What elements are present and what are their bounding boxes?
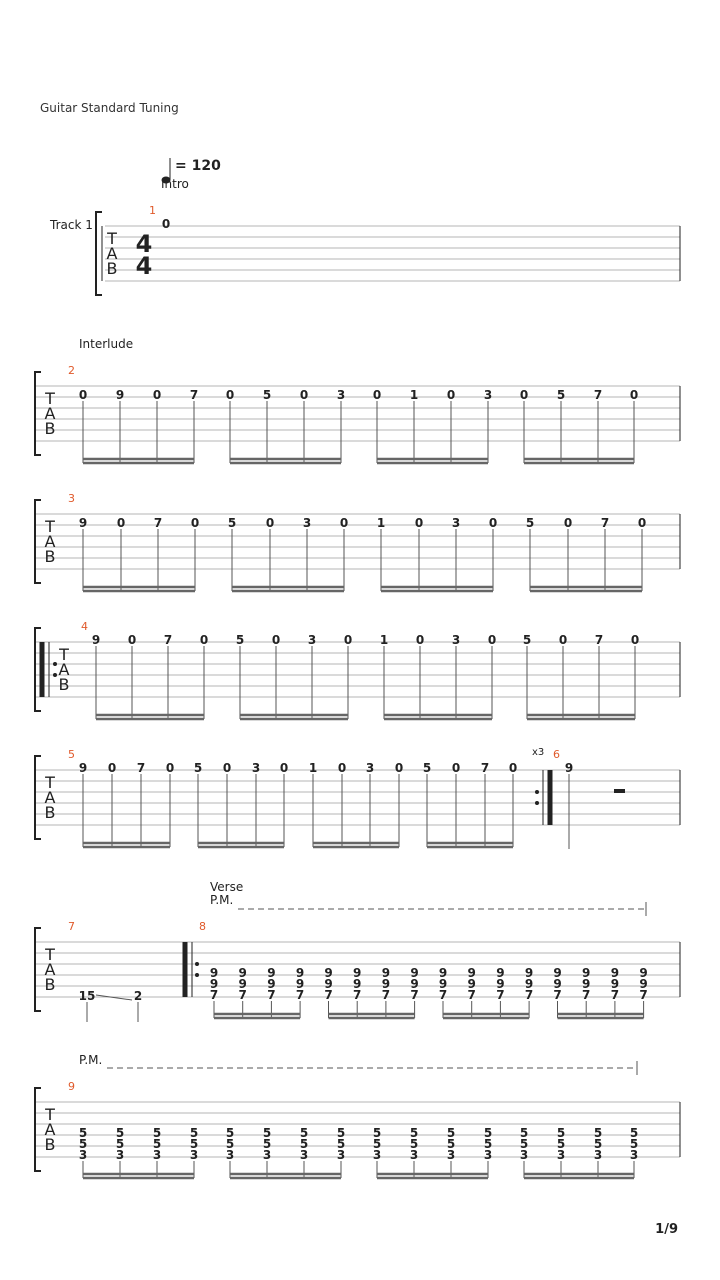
fret-number: 7: [610, 988, 620, 1002]
fret-number: 3: [152, 1148, 162, 1162]
palm-mute-label: P.M.: [210, 893, 234, 907]
fret-number: 3: [115, 1148, 125, 1162]
fret-number: 0: [451, 761, 461, 775]
tab-clef: T: [45, 517, 55, 536]
fret-number: 5: [189, 1126, 199, 1140]
fret-number: 3: [409, 1148, 419, 1162]
fret-number: 5: [629, 1126, 639, 1140]
repeat-dot: [53, 673, 57, 677]
tuning-label: Guitar Standard Tuning: [40, 101, 179, 115]
fret-number: 0: [127, 633, 137, 647]
fret-number: 1: [308, 761, 318, 775]
fret-number: 5: [519, 1126, 529, 1140]
fret-number: 5: [115, 1137, 125, 1151]
fret-number: 3: [336, 388, 346, 402]
fret-number: 5: [262, 1137, 272, 1151]
fret-number: 7: [553, 988, 562, 1002]
fret-number: 5: [446, 1137, 456, 1151]
fret-number: 0: [630, 633, 640, 647]
tab-clef: B: [44, 419, 56, 438]
fret-number: 1: [379, 633, 389, 647]
fret-number: 5: [235, 633, 245, 647]
fret-number: 3: [336, 1148, 346, 1162]
fret-number: 9: [639, 977, 648, 991]
fret-number: 9: [238, 977, 247, 991]
fret-number: 9: [553, 977, 562, 991]
fret-number: 0: [372, 388, 382, 402]
fret-number: 9: [467, 977, 476, 991]
fret-number: 7: [438, 988, 448, 1002]
system-bracket: [96, 212, 102, 295]
fret-number: 1: [376, 516, 386, 530]
tab-clef: T: [45, 389, 55, 408]
fret-number: 9: [267, 977, 276, 991]
tab-clef: B: [106, 259, 118, 278]
fret-number: 7: [524, 988, 534, 1002]
fret-number: 9: [639, 966, 648, 980]
fret-number: 0: [271, 633, 281, 647]
tab-clef: B: [44, 547, 56, 566]
fret-number: 9: [324, 977, 333, 991]
fret-number: 0: [265, 516, 275, 530]
fret-number: 0: [161, 217, 171, 231]
fret-number: 5: [262, 388, 272, 402]
fret-number: 0: [152, 388, 162, 402]
fret-number: 5: [629, 1137, 639, 1151]
fret-number: 0: [488, 516, 498, 530]
fret-number: 9: [78, 516, 88, 530]
fret-number: 3: [593, 1148, 603, 1162]
fret-number: 0: [165, 761, 175, 775]
fret-number: 3: [307, 633, 317, 647]
fret-number: 7: [381, 988, 391, 1002]
tab-clef: A: [58, 660, 70, 679]
fret-number: 3: [483, 388, 493, 402]
fret-number: 9: [353, 977, 362, 991]
fret-number: 0: [558, 633, 568, 647]
fret-number: 0: [279, 761, 289, 775]
fret-number: 5: [372, 1137, 382, 1151]
measure-number: 1: [149, 204, 156, 217]
fret-number: 5: [483, 1137, 493, 1151]
measure-number: 5: [68, 748, 75, 761]
fret-number: 9: [582, 966, 591, 980]
fret-number: 5: [593, 1137, 603, 1151]
fret-number: 9: [438, 966, 448, 980]
fret-number: 3: [262, 1148, 272, 1162]
repeat-dot: [535, 790, 539, 794]
fret-number: 3: [299, 1148, 309, 1162]
fret-number: 3: [446, 1148, 456, 1162]
tab-clef: B: [44, 975, 56, 994]
fret-number: 9: [410, 977, 419, 991]
fret-number: 9: [381, 977, 391, 991]
fret-number: 9: [295, 966, 305, 980]
fret-number: 2: [133, 989, 143, 1003]
measure-number: 9: [68, 1080, 75, 1093]
tab-clef: B: [44, 1135, 56, 1154]
system-bracket: [35, 756, 41, 839]
tab-clef: B: [44, 803, 56, 822]
fret-number: 9: [524, 966, 534, 980]
fret-number: 9: [496, 977, 505, 991]
fret-number: 3: [189, 1148, 199, 1162]
fret-number: 0: [339, 516, 349, 530]
fret-number: 5: [522, 633, 532, 647]
fret-number: 0: [107, 761, 117, 775]
fret-number: 3: [251, 761, 261, 775]
page-number: 1/9: [655, 1222, 678, 1237]
tab-clef: T: [45, 773, 55, 792]
fret-number: 5: [225, 1137, 235, 1151]
fret-number: 5: [422, 761, 432, 775]
fret-number: 0: [225, 388, 235, 402]
fret-number: 9: [353, 966, 362, 980]
fret-number: 9: [564, 761, 574, 775]
fret-number: 9: [381, 966, 391, 980]
measure-number: 3: [68, 492, 75, 505]
fret-number: 9: [582, 977, 591, 991]
fret-number: 0: [446, 388, 456, 402]
fret-number: 7: [153, 516, 163, 530]
fret-number: 5: [227, 516, 237, 530]
fret-number: 0: [629, 388, 639, 402]
fret-number: 0: [116, 516, 126, 530]
fret-number: 7: [582, 988, 591, 1002]
fret-number: 3: [451, 516, 461, 530]
fret-number: 3: [302, 516, 312, 530]
fret-number: 9: [115, 388, 125, 402]
tab-clef: T: [45, 1105, 55, 1124]
fret-number: 0: [337, 761, 347, 775]
fret-number: 7: [467, 988, 476, 1002]
repeat-dot: [535, 801, 539, 805]
fret-number: 1: [409, 388, 419, 402]
fret-number: 3: [519, 1148, 529, 1162]
fret-number: 9: [410, 966, 419, 980]
fret-number: 5: [78, 1126, 88, 1140]
fret-number: 3: [556, 1148, 566, 1162]
fret-number: 0: [222, 761, 232, 775]
fret-number: 9: [91, 633, 101, 647]
fret-number: 5: [78, 1137, 88, 1151]
tab-clef: B: [58, 675, 70, 694]
half-rest-icon: [614, 789, 625, 793]
fret-number: 5: [115, 1126, 125, 1140]
fret-number: 9: [467, 966, 476, 980]
fret-number: 5: [299, 1126, 309, 1140]
fret-number: 0: [299, 388, 309, 402]
fret-number: 9: [610, 966, 620, 980]
tab-clef: A: [44, 532, 56, 551]
fret-number: 15: [78, 989, 96, 1003]
fret-number: 7: [594, 633, 604, 647]
measure-number: 7: [68, 920, 75, 933]
fret-number: 5: [525, 516, 535, 530]
fret-number: 7: [209, 988, 219, 1002]
fret-number: 5: [262, 1126, 272, 1140]
fret-number: 9: [438, 977, 448, 991]
fret-number: 0: [78, 388, 88, 402]
fret-number: 5: [193, 761, 203, 775]
fret-number: 3: [78, 1148, 88, 1162]
fret-number: 5: [152, 1126, 162, 1140]
fret-number: 5: [409, 1126, 419, 1140]
fret-number: 7: [593, 388, 603, 402]
fret-number: 5: [225, 1126, 235, 1140]
fret-number: 9: [610, 977, 620, 991]
fret-number: 5: [519, 1137, 529, 1151]
fret-number: 3: [372, 1148, 382, 1162]
fret-number: 7: [353, 988, 362, 1002]
fret-number: 5: [372, 1126, 382, 1140]
repeat-dot: [195, 973, 199, 977]
fret-number: 5: [556, 388, 566, 402]
system-bracket: [35, 1088, 41, 1171]
fret-number: 3: [629, 1148, 639, 1162]
fret-number: 0: [199, 633, 209, 647]
section-label: Intro: [161, 177, 189, 191]
fret-number: 0: [519, 388, 529, 402]
fret-number: 9: [496, 966, 505, 980]
fret-number: 5: [446, 1126, 456, 1140]
system-bracket: [35, 928, 41, 1011]
tab-clef: A: [44, 788, 56, 807]
fret-number: 3: [365, 761, 375, 775]
fret-number: 5: [336, 1137, 346, 1151]
system-bracket: [35, 372, 41, 455]
fret-number: 9: [209, 977, 219, 991]
fret-number: 5: [299, 1137, 309, 1151]
track-name: Track 1: [50, 218, 93, 232]
fret-number: 9: [295, 977, 305, 991]
fret-number: 9: [78, 761, 88, 775]
measure-number: 4: [81, 620, 88, 633]
measure-number: 2: [68, 364, 75, 377]
fret-number: 0: [414, 516, 424, 530]
tab-clef: A: [106, 244, 118, 263]
fret-number: 7: [163, 633, 173, 647]
fret-number: 5: [556, 1126, 566, 1140]
time-signature-top: 4: [135, 230, 153, 258]
fret-number: 7: [496, 988, 505, 1002]
fret-number: 9: [524, 977, 534, 991]
fret-number: 7: [480, 761, 490, 775]
fret-number: 7: [189, 388, 199, 402]
fret-number: 7: [410, 988, 419, 1002]
palm-mute-label: P.M.: [79, 1053, 103, 1067]
fret-number: 7: [238, 988, 247, 1002]
measure-number: 6: [553, 748, 560, 761]
fret-number: 9: [209, 966, 219, 980]
fret-number: 7: [136, 761, 146, 775]
tab-clef: A: [44, 404, 56, 423]
tab-clef: A: [44, 960, 56, 979]
fret-number: 3: [483, 1148, 493, 1162]
fret-number: 7: [600, 516, 610, 530]
time-signature-bottom: 4: [135, 252, 153, 280]
fret-number: 0: [637, 516, 647, 530]
repeat-dot: [195, 962, 199, 966]
fret-number: 5: [152, 1137, 162, 1151]
tab-clef: T: [107, 229, 117, 248]
fret-number: 0: [563, 516, 573, 530]
repeat-count: x3: [532, 747, 545, 758]
fret-number: 5: [483, 1126, 493, 1140]
fret-number: 3: [451, 633, 461, 647]
fret-number: 5: [409, 1137, 419, 1151]
fret-number: 0: [394, 761, 404, 775]
fret-number: 3: [225, 1148, 235, 1162]
measure-number: 8: [199, 920, 206, 933]
fret-number: 0: [508, 761, 518, 775]
fret-number: 0: [415, 633, 425, 647]
tempo-marking: = 120: [175, 158, 221, 174]
fret-number: 5: [593, 1126, 603, 1140]
system-bracket: [35, 500, 41, 583]
tab-clef: A: [44, 1120, 56, 1139]
section-label: Interlude: [79, 337, 134, 351]
fret-number: 0: [343, 633, 353, 647]
fret-number: 7: [267, 988, 276, 1002]
fret-number: 5: [189, 1137, 199, 1151]
fret-number: 9: [267, 966, 276, 980]
repeat-dot: [53, 662, 57, 666]
tab-clef: T: [59, 645, 69, 664]
fret-number: 5: [556, 1137, 566, 1151]
tab-clef: T: [45, 945, 55, 964]
fret-number: 0: [190, 516, 200, 530]
section-label: Verse: [210, 880, 244, 894]
fret-number: 7: [295, 988, 305, 1002]
fret-number: 0: [487, 633, 497, 647]
fret-number: 7: [639, 988, 648, 1002]
fret-number: 5: [336, 1126, 346, 1140]
fret-number: 7: [324, 988, 333, 1002]
fret-number: 9: [324, 966, 333, 980]
fret-number: 9: [553, 966, 562, 980]
fret-number: 9: [238, 966, 247, 980]
